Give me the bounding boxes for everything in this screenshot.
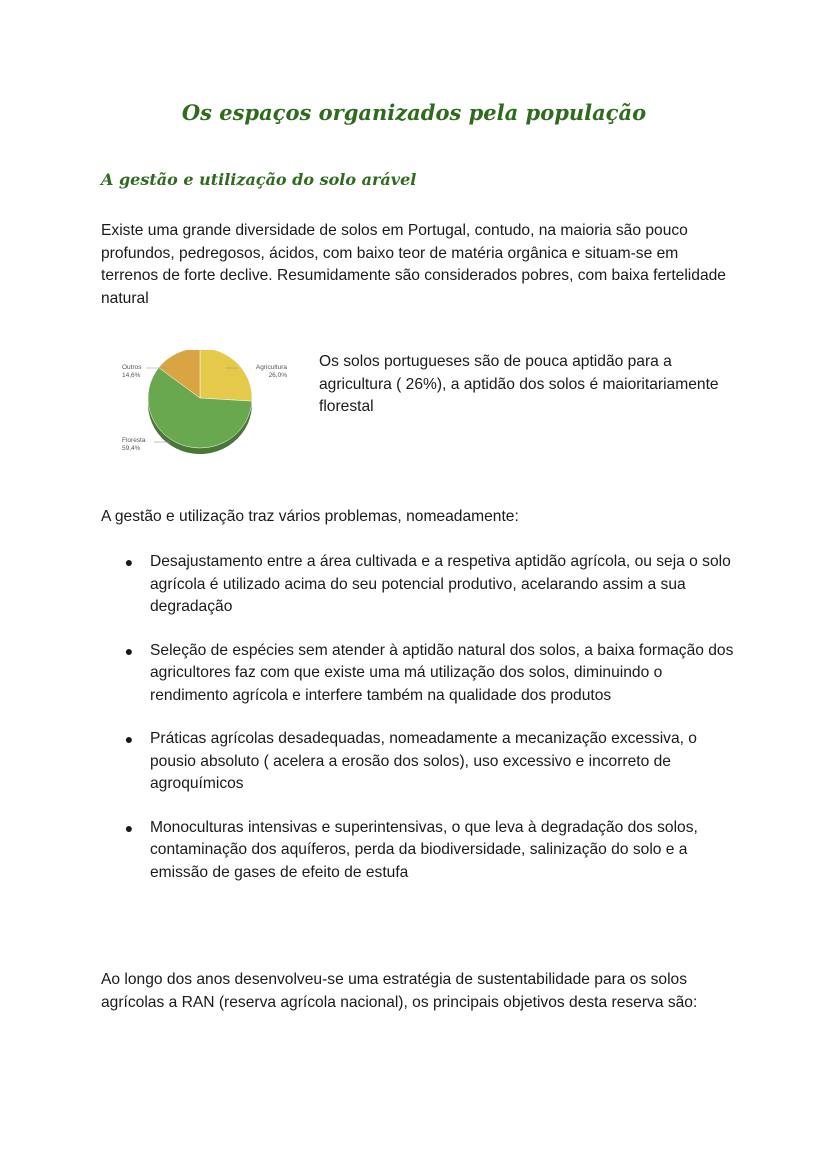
soil-aptitude-pie-chart: [108, 350, 298, 462]
page-title: Os espaços organizados pela população: [181, 100, 647, 125]
intro-paragraph: Existe uma grande diversidade de solos em Portugal, contudo, na maioria são pouco profundos, pedregosos, ácidos, com baixo teor de matéria orgânica e situam-se em terrenos de forte declive. Resumidamente são considerados pobres, com baixa fertelidade natural: [101, 222, 726, 307]
chart-caption: Os solos portugueses são de pouca aptidão para a agricultura ( 26%), a aptidão dos solos é maioritariamente florestal: [319, 353, 719, 415]
bullet-icon: ●: [124, 642, 134, 659]
pie-value-label: 59,4%: [122, 445, 141, 452]
pie-slice: [200, 350, 252, 401]
pie-label: Agricultura: [255, 364, 287, 371]
pie-label: Outros: [122, 364, 142, 371]
section-heading: A gestão e utilização do solo arável: [101, 170, 417, 189]
pie-chart-svg: [108, 350, 298, 462]
pie-value-label: 26,0%: [268, 372, 287, 379]
closing-paragraph: Ao longo dos anos desenvolveu-se uma estratégia de sustentabilidade para os solos agrícolas a RAN (reserva agrícola nacional), os principais objetivos desta reserva são:: [101, 971, 698, 1011]
list-item: [122, 817, 734, 885]
bullet-icon: ●: [124, 554, 134, 570]
list-item: [122, 728, 734, 796]
list-item-text: Desajustamento entre a área cultivada e a respetiva aptidão agrícola, ou seja o solo agrícola é utilizado acima do seu potencial produtivo, acelarando assim a sua degradação: [150, 553, 731, 615]
list-item: [122, 640, 734, 708]
list-item-text: Seleção de espécies sem atender à aptidão natural dos solos, a baixa formação dos agricultores faz com que existe uma má utilização dos solos, diminuindo o rendimento agrícola e interfere também na qualidade dos produtos: [150, 641, 734, 704]
problems-intro: A gestão e utilização traz vários problemas, nomeadamente:: [101, 508, 519, 525]
pie-value-label: 14,6%: [122, 372, 141, 379]
list-item: [122, 551, 734, 619]
list-item-text: Monoculturas intensivas e superintensivas, o que leva à degradação dos solos, contaminação dos aquíferos, perda da biodiversidade, salinização do solo e a emissão de gases de efeito de estufa: [150, 818, 698, 881]
list-item-text: Práticas agrícolas desadequadas, nomeadamente a mecanização excessiva, o pousio absoluto ( acelera a erosão dos solos), uso excessivo e incorreto de agroquímicos: [150, 730, 697, 792]
pie-label: Floresta: [122, 437, 146, 444]
bullet-icon: ●: [124, 819, 134, 836]
problem-list: [122, 551, 734, 905]
bullet-icon: ●: [124, 731, 134, 747]
